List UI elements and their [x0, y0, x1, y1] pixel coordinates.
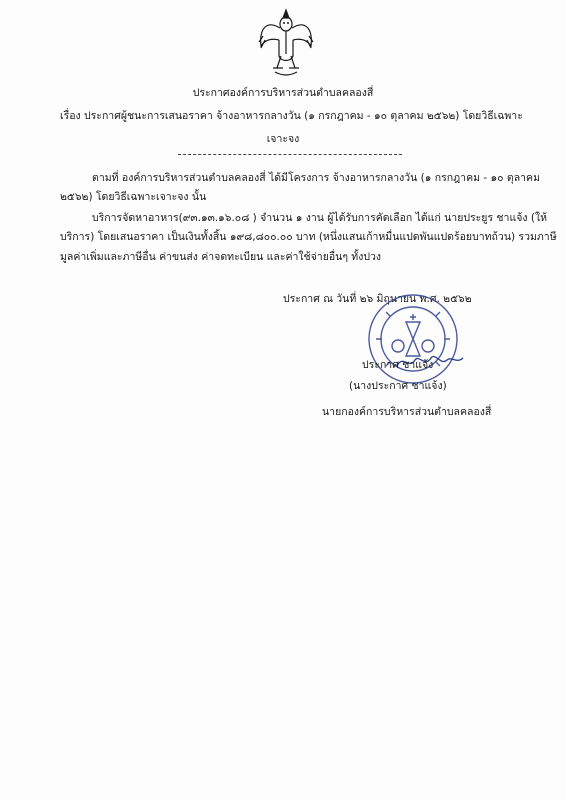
org-title: ประกาศองค์การบริหารส่วนตำบลคลองสี่ [192, 87, 374, 99]
garuda-emblem-icon [255, 6, 317, 78]
paragraph-1-line-2: ๒๕๖๒) โดยวิธีเฉพาะเจาะจง นั้น [60, 191, 207, 203]
paragraph-2-line-3: มูลค่าเพิ่มและภาษีอื่น ค่าขนส่ง ค่าจดทะเบียน และค่าใช้จ่ายอื่นๆ ทั้งปวง [60, 251, 382, 263]
subject-line: เรื่อง ประกาศผู้ชนะการเสนอราคา จ้างอาหารกลางวัน (๑ กรกฎาคม - ๑๐ ตุลาคม ๒๕๖๒) โดยวิธีเฉพาะ [60, 110, 523, 122]
subject-line-continued: เจาะจง [266, 133, 300, 145]
signer-position: นายกองค์การบริหารส่วนตำบลคลองสี่ [322, 406, 492, 418]
paragraph-2-line-2: บริการ) โดยเสนอราคา เป็นเงินทั้งสิ้น ๑๙๘,๘๐๐.๐๐ บาท (หนึ่งแสนเก้าหมื่นแปดพันแปดร้อยบาทถ้วน) รวมภาษี [60, 231, 557, 243]
paragraph-1-line-1: ตามที่ องค์การบริหารส่วนตำบลคลองสี่ ได้มีโครงการ จ้างอาหารกลางวัน (๑ กรกฎาคม - ๑๐ ตุลาคม [92, 172, 540, 184]
signer-line: ประกาศ ชาแจ้ง [362, 359, 434, 371]
announcement-date: ประกาศ ณ วันที่ ๒๖ มิถุนายน พ.ศ. ๒๕๖๒ [283, 293, 472, 305]
signer-name: (นางประกาศ ชาแจ้ง) [349, 380, 447, 392]
header-divider [178, 154, 402, 155]
paragraph-2-line-1: บริการจัดหาอาหาร(๙๓.๑๓.๑๖.๐๘ ) จำนวน ๑ งาน ผู้ได้รับการคัดเลือก ได้แก่ นายประยูร ชาแจ้ง (ให้ [92, 212, 547, 224]
